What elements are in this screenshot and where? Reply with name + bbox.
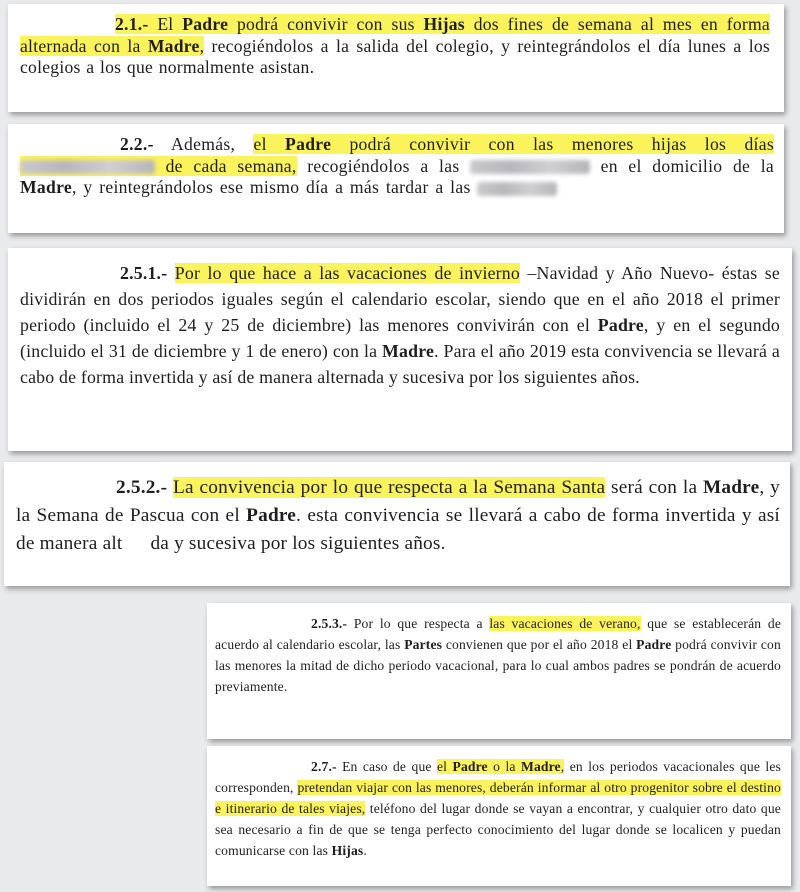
clause-number: 2.5.1.- — [120, 263, 168, 283]
redacted-time — [470, 160, 590, 174]
clause-2-1 — [8, 4, 784, 112]
clause-number: 2.5.3.- — [311, 616, 348, 631]
clause-text: 2.7.- En caso de que el Padre o la Madre, en los periodos vacacionales que les corresponden, pretendan viajar con las menores, deberán informar al otro progenitor sobre el destino e itinerario de tales viajes, teléfono del lugar donde se vayan a encontrar, y cualquier otro dato que sea necesario a fin de que se tenga perfecto conocimiento del lugar donde se localicen y puedan comunicarse con las Hijas. — [215, 759, 781, 858]
clause-2-7 — [207, 746, 791, 886]
clause-2-5-1 — [8, 248, 792, 451]
clause-text: 2.5.3.- Por lo que respecta a las vacaciones de verano, que se establecerán de acuerdo al calendario escolar, las Partes convienen que por el año 2018 el Padre podrá convivir con las menores la mitad de dicho periodo vacacional, para lo cual ambos padres se pondrán de acuerdo previamente. — [215, 616, 782, 694]
clause-text: 2.5.1.- Por lo que hace a las vacaciones de invierno –Navidad y Año Nuevo- éstas se dividirán en dos periodos iguales según el calendario escolar, siendo que en el año 2018 el primer periodo (incluido el 24 y 25 de diciembre) las menores convivirán con el Padre, y en el segundo (incluido el 31 de diciembre y 1 de enero) con la Madre. Para el año 2019 esta convivencia se llevará a cabo de forma invertida y así de manera alternada y sucesiva por los siguientes años. — [20, 263, 781, 387]
clause-text: 2.1.- El Padre podrá convivir con sus Hijas dos fines de semana al mes en forma alternada con la Madre, recogiéndolos a la salida del colegio, y reintegrándolos el día lunes a los colegios a los que normalmente asistan. — [20, 14, 770, 77]
clause-2-5-3 — [207, 603, 791, 739]
clause-2-5-2 — [4, 462, 790, 586]
clause-number: 2.7.- — [311, 759, 337, 774]
redacted-time-return — [477, 182, 557, 196]
redacted-days — [20, 160, 155, 174]
clause-number: 2.5.2.- — [116, 477, 168, 498]
clause-text: 2.5.2.- La convivencia por lo que respecta a la Semana Santa será con la Madre, y la Semana de Pascua con el Padre. esta convivencia se llevará a cabo de forma invertida y así de manera alt da y sucesiva por los siguientes años. — [16, 477, 780, 554]
clause-text: 2.2.- Además, el Padre podrá convivir con las menores hijas los días de cada semana, recogiéndolos a las en el domicilio de la Madre, y reintegrándolos ese mismo día a más tardar a las — [20, 134, 775, 197]
clause-number: 2.2.- — [120, 134, 154, 154]
clause-number: 2.1.- — [115, 14, 149, 34]
clause-2-2 — [8, 124, 784, 233]
